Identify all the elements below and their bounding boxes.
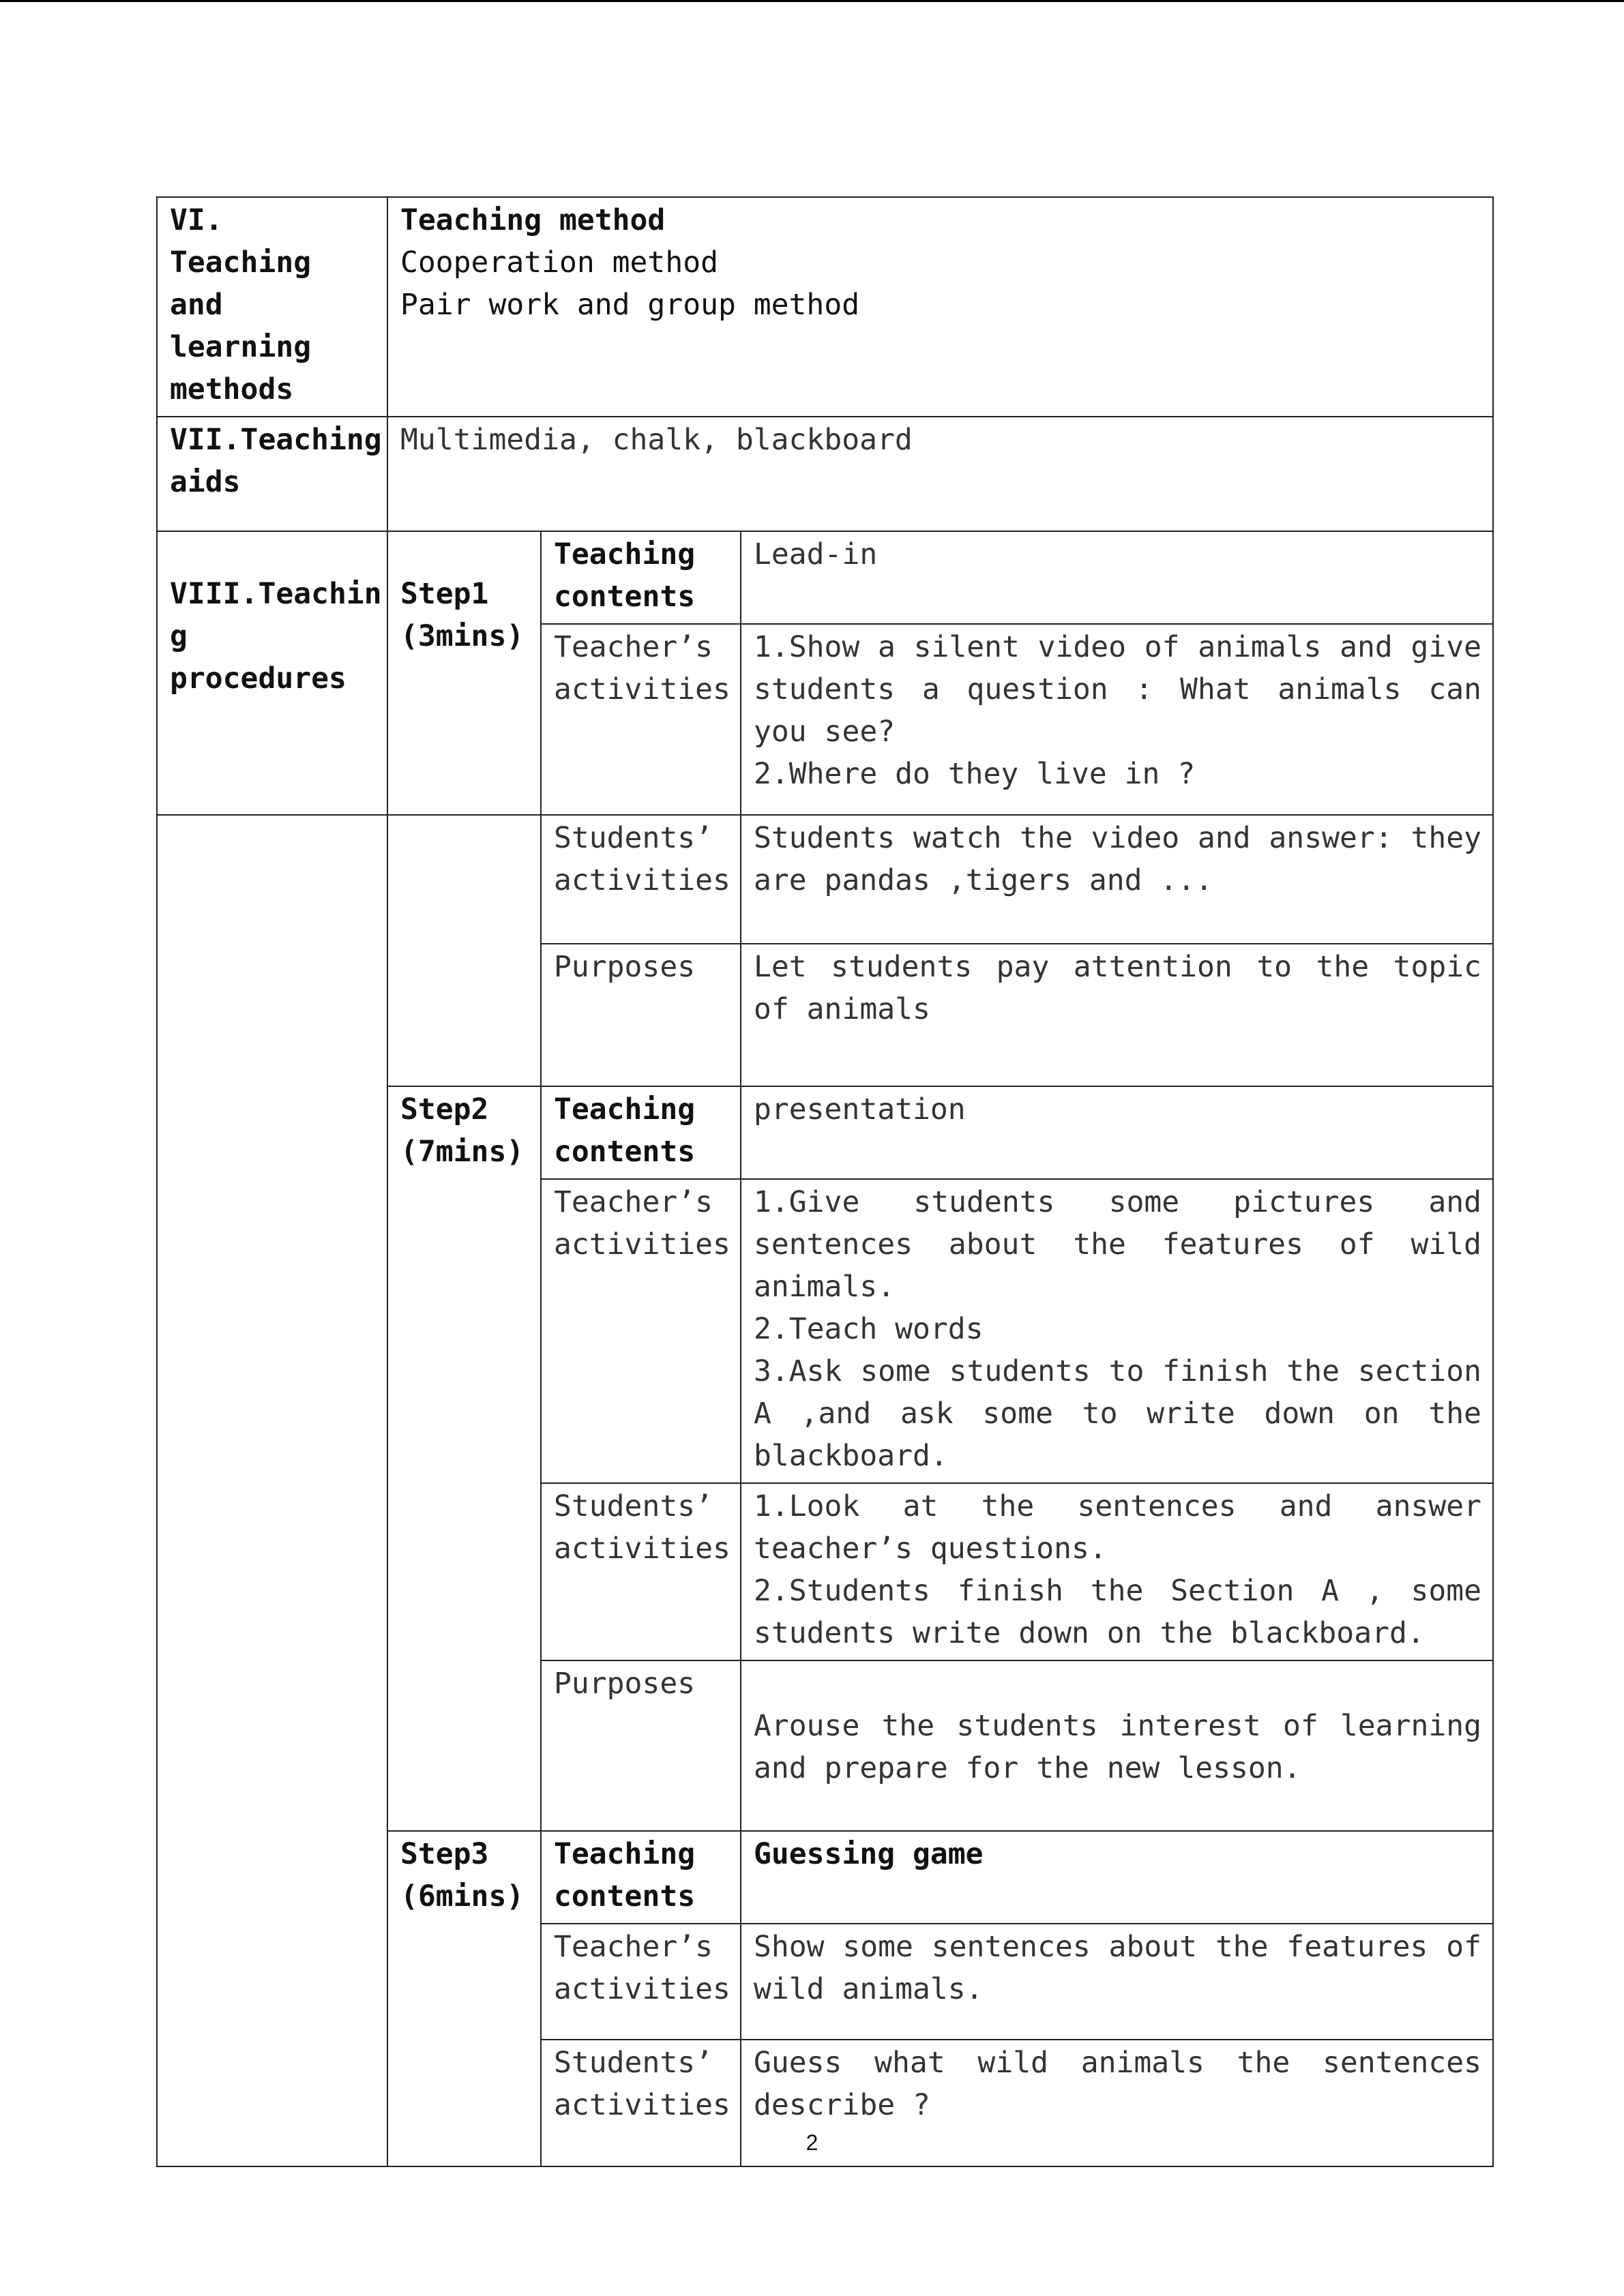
step2-students-label: Students’ activities xyxy=(541,1483,741,1660)
procedures-label: VIII.Teachin g procedures xyxy=(157,531,387,815)
step1-contents-row xyxy=(157,531,1493,624)
step3-name: Step3 (6mins) xyxy=(387,1831,541,2166)
methods-label: VI. Teaching and learning methods xyxy=(157,197,387,417)
step3-students-activities: Guess what wild animals the sentences describe ? xyxy=(741,2040,1493,2166)
procedures-continued-cell xyxy=(157,815,387,2166)
step1-students-row xyxy=(157,815,1493,944)
methods-item: Pair work and group method xyxy=(400,288,860,322)
step2-purposes: Arouse the students interest of learning and prepare for the new lesson. xyxy=(741,1660,1493,1831)
step1-name: Step1 (3mins) xyxy=(387,531,541,815)
methods-heading: Teaching method xyxy=(400,203,666,237)
step1-teacher-label: Teacher’s activities xyxy=(541,624,741,815)
step2-teacher-activities: 1.Give students some pictures and sentences about the features of wild animals. 2.Teach words 3.Ask some students to finish the section A ,and ask some to write down on the blackboard. xyxy=(741,1179,1493,1483)
lesson-plan-table xyxy=(156,196,1494,2167)
step3-teacher-activities: Show some sentences about the features of wild animals. xyxy=(741,1924,1493,2040)
methods-row xyxy=(157,197,1493,417)
step1-purposes-label: Purposes xyxy=(541,944,741,1086)
step1-students-label: Students’ activities xyxy=(541,815,741,944)
step2-teaching-contents: presentation xyxy=(741,1086,1493,1179)
step2-name: Step2 (7mins) xyxy=(387,1086,541,1831)
step2-students-activities: 1.Look at the sentences and answer teacher’s questions. 2.Students finish the Section A , some students write down on the blackboard. xyxy=(741,1483,1493,1660)
step2-purposes-label: Purposes xyxy=(541,1660,741,1831)
step3-teaching-contents-label: Teaching contents xyxy=(541,1831,741,1924)
methods-item: Cooperation method xyxy=(400,245,718,280)
step1-teaching-contents: Lead-in xyxy=(741,531,1493,624)
step1-purposes: Let students pay attention to the topic of animals xyxy=(741,944,1493,1086)
step1-students-activities: Students watch the video and answer: they are pandas ,tigers and ... xyxy=(741,815,1493,944)
step1-continued-cell xyxy=(387,815,541,1086)
aids-row xyxy=(157,417,1493,531)
step3-teacher-label: Teacher’s activities xyxy=(541,1924,741,2040)
step1-teacher-activities: 1.Show a silent video of animals and give students a question : What animals can you see? 2.Where do they live in ? xyxy=(741,624,1493,815)
step1-teaching-contents-label: Teaching contents xyxy=(541,531,741,624)
step3-teaching-contents: Guessing game xyxy=(741,1831,1493,1924)
top-border-line xyxy=(0,0,1624,2)
step2-teaching-contents-label: Teaching contents xyxy=(541,1086,741,1179)
methods-content xyxy=(387,197,1493,417)
aids-label: VII.Teaching aids xyxy=(157,417,387,531)
aids-content: Multimedia, chalk, blackboard xyxy=(387,417,1493,531)
step3-students-label: Students’ activities xyxy=(541,2040,741,2166)
step2-teacher-label: Teacher’s activities xyxy=(541,1179,741,1483)
page-number: 2 xyxy=(806,2130,818,2155)
